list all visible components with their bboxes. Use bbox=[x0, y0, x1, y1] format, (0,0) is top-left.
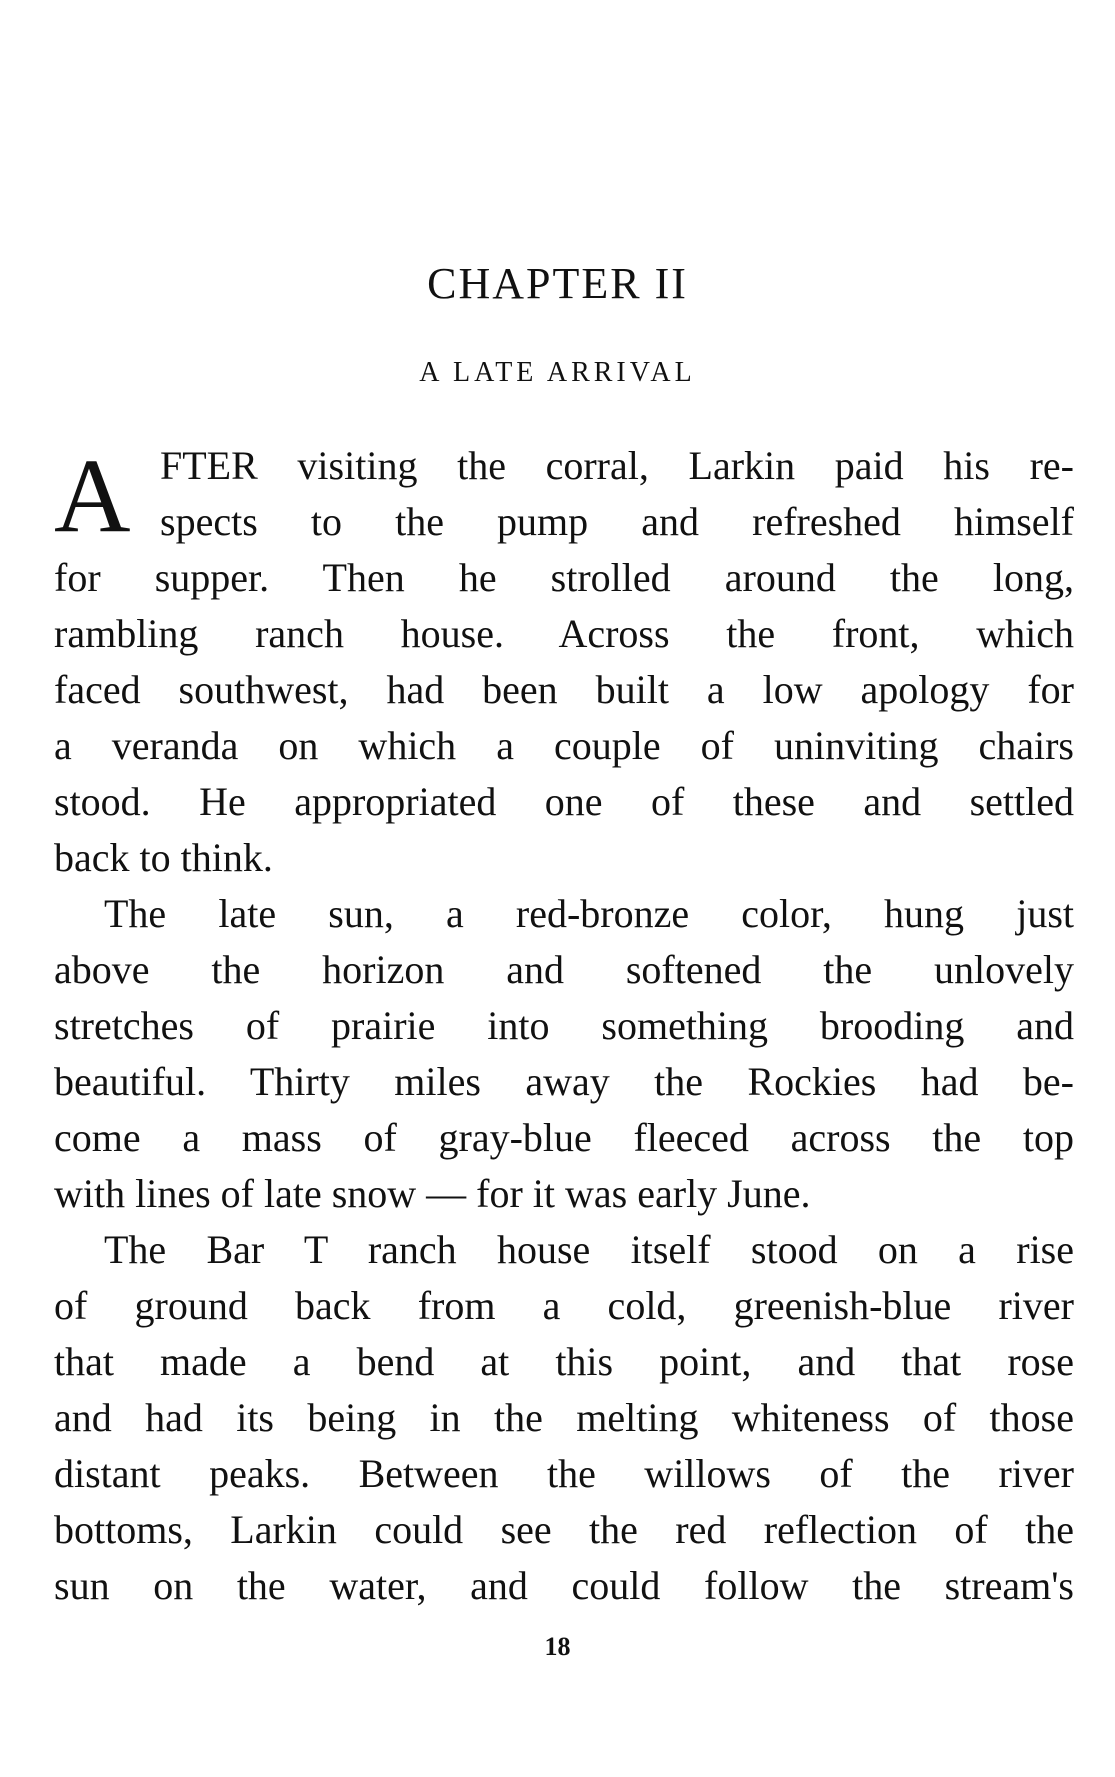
text-line: back to think. bbox=[54, 835, 273, 880]
text-line: The late sun, a red-bronze color, hung just bbox=[104, 891, 1074, 936]
text-line: stood. He appropriated one of these and settled bbox=[54, 779, 1074, 824]
text-line: bottoms, Larkin could see the red reflection of the bbox=[54, 1507, 1074, 1552]
text-line: that made a bend at this point, and that rose bbox=[54, 1339, 1074, 1384]
text-line: faced southwest, had been built a low apology for bbox=[54, 667, 1074, 712]
text-line: above the horizon and softened the unlovely bbox=[54, 947, 1074, 992]
text-line: a veranda on which a couple of uninviting chairs bbox=[54, 723, 1074, 768]
text-line: sun on the water, and could follow the stream's bbox=[54, 1563, 1074, 1608]
chapter-title: A LATE ARRIVAL bbox=[419, 357, 696, 388]
text-line: FTER visiting the corral, Larkin paid his re- bbox=[160, 443, 1074, 488]
drop-cap: A bbox=[54, 437, 131, 554]
chapter-heading: CHAPTER II bbox=[427, 259, 688, 308]
text-line: of ground back from a cold, greenish-blue river bbox=[54, 1283, 1074, 1328]
text-line: and had its being in the melting whiteness of those bbox=[54, 1395, 1074, 1440]
text-line: beautiful. Thirty miles away the Rockies had be- bbox=[54, 1059, 1074, 1104]
text-line: with lines of late snow — for it was early June. bbox=[54, 1171, 811, 1216]
text-line: distant peaks. Between the willows of the river bbox=[54, 1451, 1074, 1496]
paragraph-1-opening bbox=[54, 437, 1074, 554]
text-line: come a mass of gray-blue fleeced across the top bbox=[54, 1115, 1074, 1160]
text-line: spects to the pump and refreshed himself bbox=[160, 499, 1074, 544]
text-line: The Bar T ranch house itself stood on a rise bbox=[104, 1227, 1074, 1272]
text-line: for supper. Then he strolled around the long, bbox=[54, 555, 1074, 600]
text-line: rambling ranch house. Across the front, which bbox=[54, 611, 1074, 656]
body-text bbox=[54, 438, 1074, 1614]
page-number: 18 bbox=[544, 1632, 571, 1661]
text-line: stretches of prairie into something brooding and bbox=[54, 1003, 1074, 1048]
